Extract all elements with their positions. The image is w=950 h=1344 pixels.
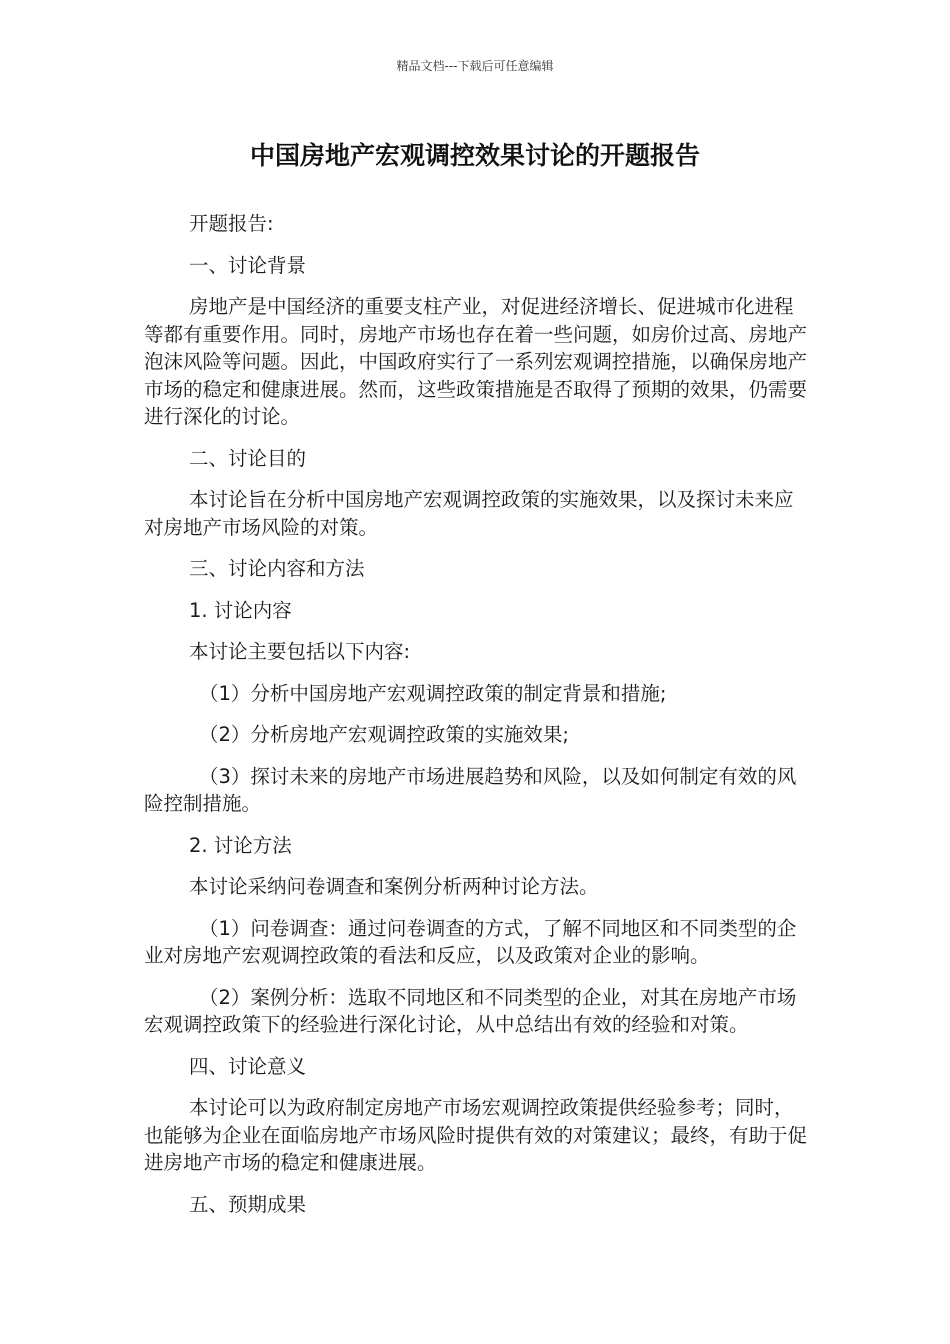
heading-research-background: 一、讨论背景 — [189, 253, 307, 277]
subheading-content: 1. 讨论内容 — [189, 598, 292, 622]
heading-expected-results: 五、预期成果 — [189, 1192, 307, 1216]
paragraph-significance: 本讨论可以为政府制定房地产市场宏观调控政策提供经验参考；同时，也能够为企业在面临房地产市场风险时提供有效的对策建议；最终，有助于促进房地产市场的稳定和健康进展。 — [144, 1096, 808, 1174]
heading-research-purpose: 二、讨论目的 — [189, 446, 307, 470]
paragraph-content-intro: 本讨论主要包括以下内容: — [189, 640, 411, 663]
paragraph-purpose: 本讨论旨在分析中国房地产宏观调控政策的实施效果，以及探讨未来应对房地产市场风险的对策。 — [144, 488, 794, 539]
heading-significance: 四、讨论意义 — [189, 1054, 307, 1078]
document-body — [144, 210, 808, 1232]
list-item: （2）分析房地产宏观调控政策的实施效果; — [199, 723, 569, 746]
list-item: （1）分析中国房地产宏观调控政策的制定背景和措施; — [199, 681, 667, 705]
paragraph-intro-label: 开题报告: — [189, 212, 274, 235]
paragraph-background: 房地产是中国经济的重要支柱产业，对促进经济增长、促进城市化进程等都有重要作用。同时，房地产市场也存在着一些问题，如房价过高、房地产泡沫风险等问题。因此，中国政府实行了一系列宏观调控措施，以确保房地产市场的稳定和健康进展。然而，这些政策措施是否取得了预期的效果，仍需要进行深化的讨论。 — [144, 295, 808, 428]
list-item: （3）探讨未来的房地产市场进展趋势和风险，以及如何制定有效的风险控制措施。 — [144, 764, 797, 815]
list-item: （2）案例分析：选取不同地区和不同类型的企业，对其在房地产市场宏观调控政策下的经验进行深化讨论，从中总结出有效的经验和对策。 — [144, 985, 797, 1036]
list-item: （1）问卷调查：通过问卷调查的方式，了解不同地区和不同类型的企业对房地产宏观调控政策的看法和反应，以及政策对企业的影响。 — [144, 916, 797, 967]
page-header: 精品文档---下载后可任意编辑 — [396, 59, 554, 73]
document-title: 中国房地产宏观调控效果讨论的开题报告 — [249, 141, 700, 170]
paragraph-method-intro: 本讨论采纳问卷调查和案例分析两种讨论方法。 — [189, 875, 599, 898]
subheading-method: 2. 讨论方法 — [189, 833, 292, 857]
heading-content-and-method: 三、讨论内容和方法 — [189, 557, 365, 580]
